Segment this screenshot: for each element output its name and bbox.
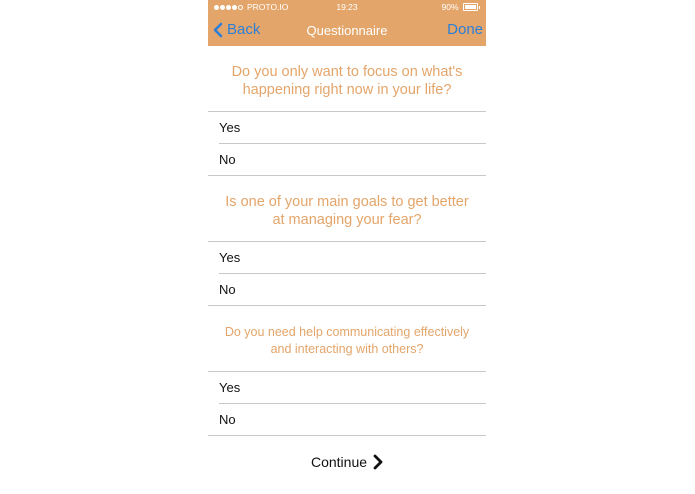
question-1-option-no[interactable]: No [208, 144, 486, 176]
question-2-option-no[interactable]: No [208, 274, 486, 306]
chevron-right-icon [373, 454, 383, 470]
battery-percent: 90% [441, 2, 459, 12]
battery-icon [463, 3, 478, 11]
question-3: Do you need help communicating effectively and interacting with others? [208, 306, 486, 372]
question-1: Do you only want to focus on what's happening right now in your life? [208, 46, 486, 112]
carrier-name: PROTO.IO [247, 2, 289, 12]
status-time: 19:23 [336, 2, 358, 12]
questionnaire-list [208, 46, 486, 436]
page-title: Questionnaire [306, 23, 388, 38]
back-label: Back [227, 21, 261, 38]
phone-screen [208, 0, 486, 494]
question-1-option-yes[interactable]: Yes [219, 112, 486, 144]
question-2-option-yes[interactable]: Yes [219, 242, 486, 274]
continue-label: Continue [310, 454, 368, 470]
question-3-option-no[interactable]: No [208, 404, 486, 436]
status-bar [208, 0, 486, 14]
question-3-option-yes[interactable]: Yes [219, 372, 486, 404]
navigation-bar [208, 14, 486, 46]
header [208, 0, 486, 46]
question-2: Is one of your main goals to get better at managing your fear? [208, 176, 486, 242]
continue-button[interactable] [208, 451, 486, 473]
done-button[interactable]: Done [447, 21, 483, 38]
battery-indicator [441, 2, 480, 12]
